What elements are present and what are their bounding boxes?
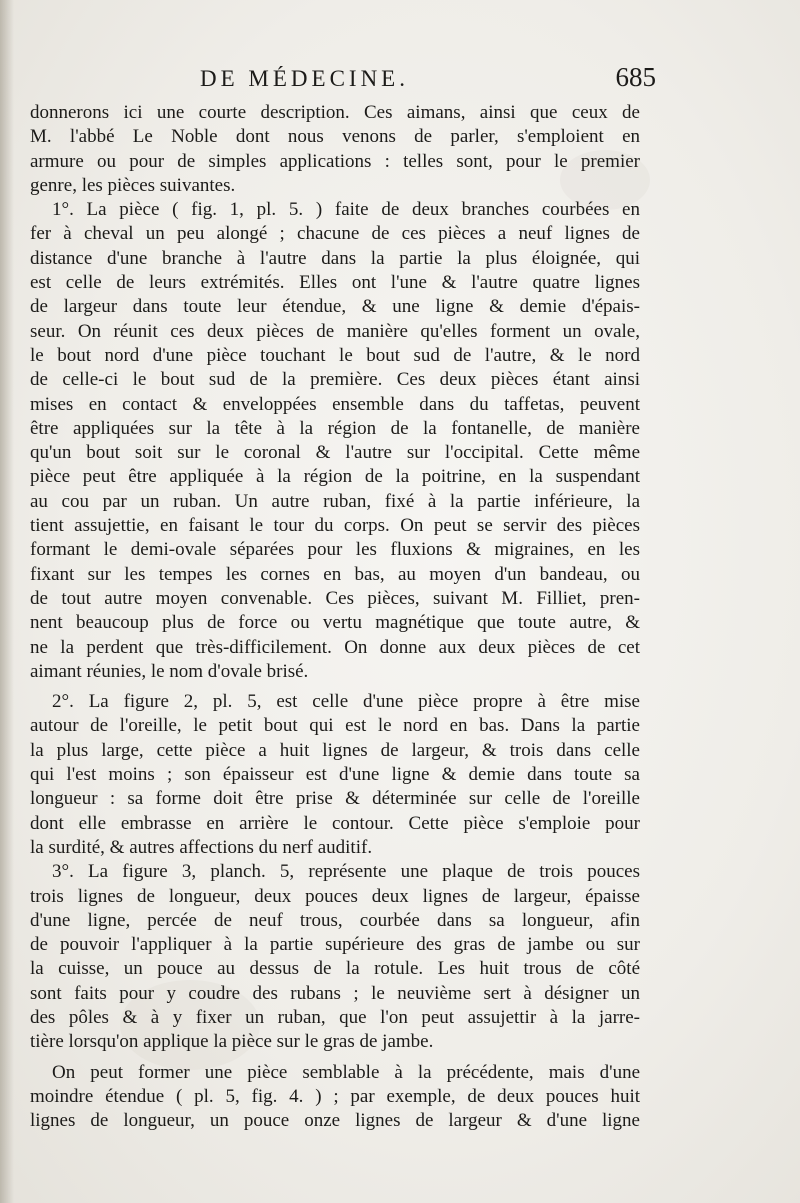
text-line: de largeur dans toute leur étendue, & une ligne & demie d'épais- [30,296,640,318]
text-line: M. l'abbé Le Noble dont nous venons de parler, s'emploient en [30,126,640,148]
page-number: 685 [615,62,656,92]
text-line: autour de l'oreille, le petit bout qui est le nord en bas. Dans la partie [30,715,640,737]
text-line: pièce peut être appliquée à la région de la poitrine, en la suspendant [30,466,640,488]
text-line: des pôles & à y fixer un ruban, que l'on peut assujettir à la jarre- [30,1006,640,1028]
text-line: dont elle embrasse en arrière le contour. Cette pièce s'emploie pour [30,812,640,834]
text-line: 3°. La figure 3, planch. 5, représente une plaque de trois pouces [52,861,640,883]
text-line: de celle-ci le bout sud de la première. Ces deux pièces étant ainsi [30,369,640,391]
text-line: est celle de leurs extrémités. Elles ont l'une & l'autre quatre lignes [30,272,640,294]
text-line: tient assujettie, en faisant le tour du corps. On peut se servir des pièces [30,515,640,537]
text-line: de tout autre moyen convenable. Ces pièces, suivant M. Filliet, pren- [30,587,640,609]
text-line: armure ou pour de simples applications : telles sont, pour le premier [30,150,640,172]
paragraph [30,198,640,684]
text-line: sont faits pour y coudre des rubans ; le neuvième sert à désigner un [30,982,640,1004]
text-line: qu'un bout soit sur le coronal & l'autre sur l'occipital. Cette même [30,442,640,464]
text-line: le bout nord d'une pièce touchant le bout sud de l'autre, & le nord [30,344,640,366]
text-line: 2°. La figure 2, pl. 5, est celle d'une pièce propre à être mise [52,691,640,713]
page-spine-shadow [0,0,14,1203]
text-line: moindre étendue ( pl. 5, fig. 4. ) ; par exemple, de deux pouces huit [30,1085,640,1107]
text-line: On peut former une pièce semblable à la précédente, mais d'une [52,1061,640,1083]
text-line: fixant sur les tempes les cornes en bas, au moyen d'un bandeau, ou [30,563,640,585]
text-line: seur. On réunit ces deux pièces de manière qu'elles forment un ovale, [30,320,640,342]
text-line: genre, les pièces suivantes. [30,174,236,196]
text-line: nent beaucoup plus de force ou vertu magnétique que toute autre, & [30,612,640,634]
text-line: de pouvoir l'appliquer à la partie supérieure des gras de jambe ou sur [30,934,640,956]
text-line: être appliquées sur la tête à la région de la fontanelle, de manière [30,417,640,439]
text-line: distance d'une branche à l'autre dans la partie la plus éloignée, qui [30,247,640,269]
text-line: mises en contact & enveloppées ensemble dans du taffetas, peuvent [30,393,640,415]
body-text [30,101,640,1133]
text-line: qui l'est moins ; son épaisseur est d'une ligne & demie dans toute sa [30,764,640,786]
text-line: lignes de longueur, un pouce onze lignes de largeur & d'une ligne [30,1110,640,1132]
page-header [34,62,656,100]
text-line: la cuisse, un pouce au dessus de la rotule. Les huit trous de côté [30,958,640,980]
text-line: la surdité, & autres affections du nerf auditif. [30,836,373,858]
text-line: au cou par un ruban. Un autre ruban, fixé à la partie inférieure, la [30,490,640,512]
text-line: longueur : sa forme doit être prise & déterminée sur celle de l'oreille [30,788,640,810]
paragraph [30,101,640,198]
running-head: DE MÉDECINE. [200,66,409,91]
text-line: fer à cheval un peu alongé ; chacune de ces pièces a neuf lignes de [30,223,640,245]
paragraph [30,690,640,860]
text-line: tière lorsqu'on applique la pièce sur le gras de jambe. [30,1031,434,1053]
paragraph [30,860,640,1054]
text-line: ne la perdent que très-difficilement. On donne aux deux pièces de cet [30,636,640,658]
text-line: la plus large, cette pièce a huit lignes de largeur, & trois dans celle [30,739,640,761]
text-line: 1°. La pièce ( fig. 1, pl. 5. ) faite de deux branches courbées en [52,199,640,221]
text-line: formant le demi-ovale séparées pour les fluxions & migraines, en les [30,539,640,561]
text-line: donnerons ici une courte description. Ces aimans, ainsi que ceux de [30,102,640,123]
text-line: trois lignes de longueur, deux pouces deux lignes de largeur, épaisse [30,885,640,907]
text-line: d'une ligne, percée de neuf trous, courbée dans sa longueur, afin [30,909,640,931]
text-line: aimant réunies, le nom d'ovale brisé. [30,660,309,682]
paragraph [30,1061,640,1134]
